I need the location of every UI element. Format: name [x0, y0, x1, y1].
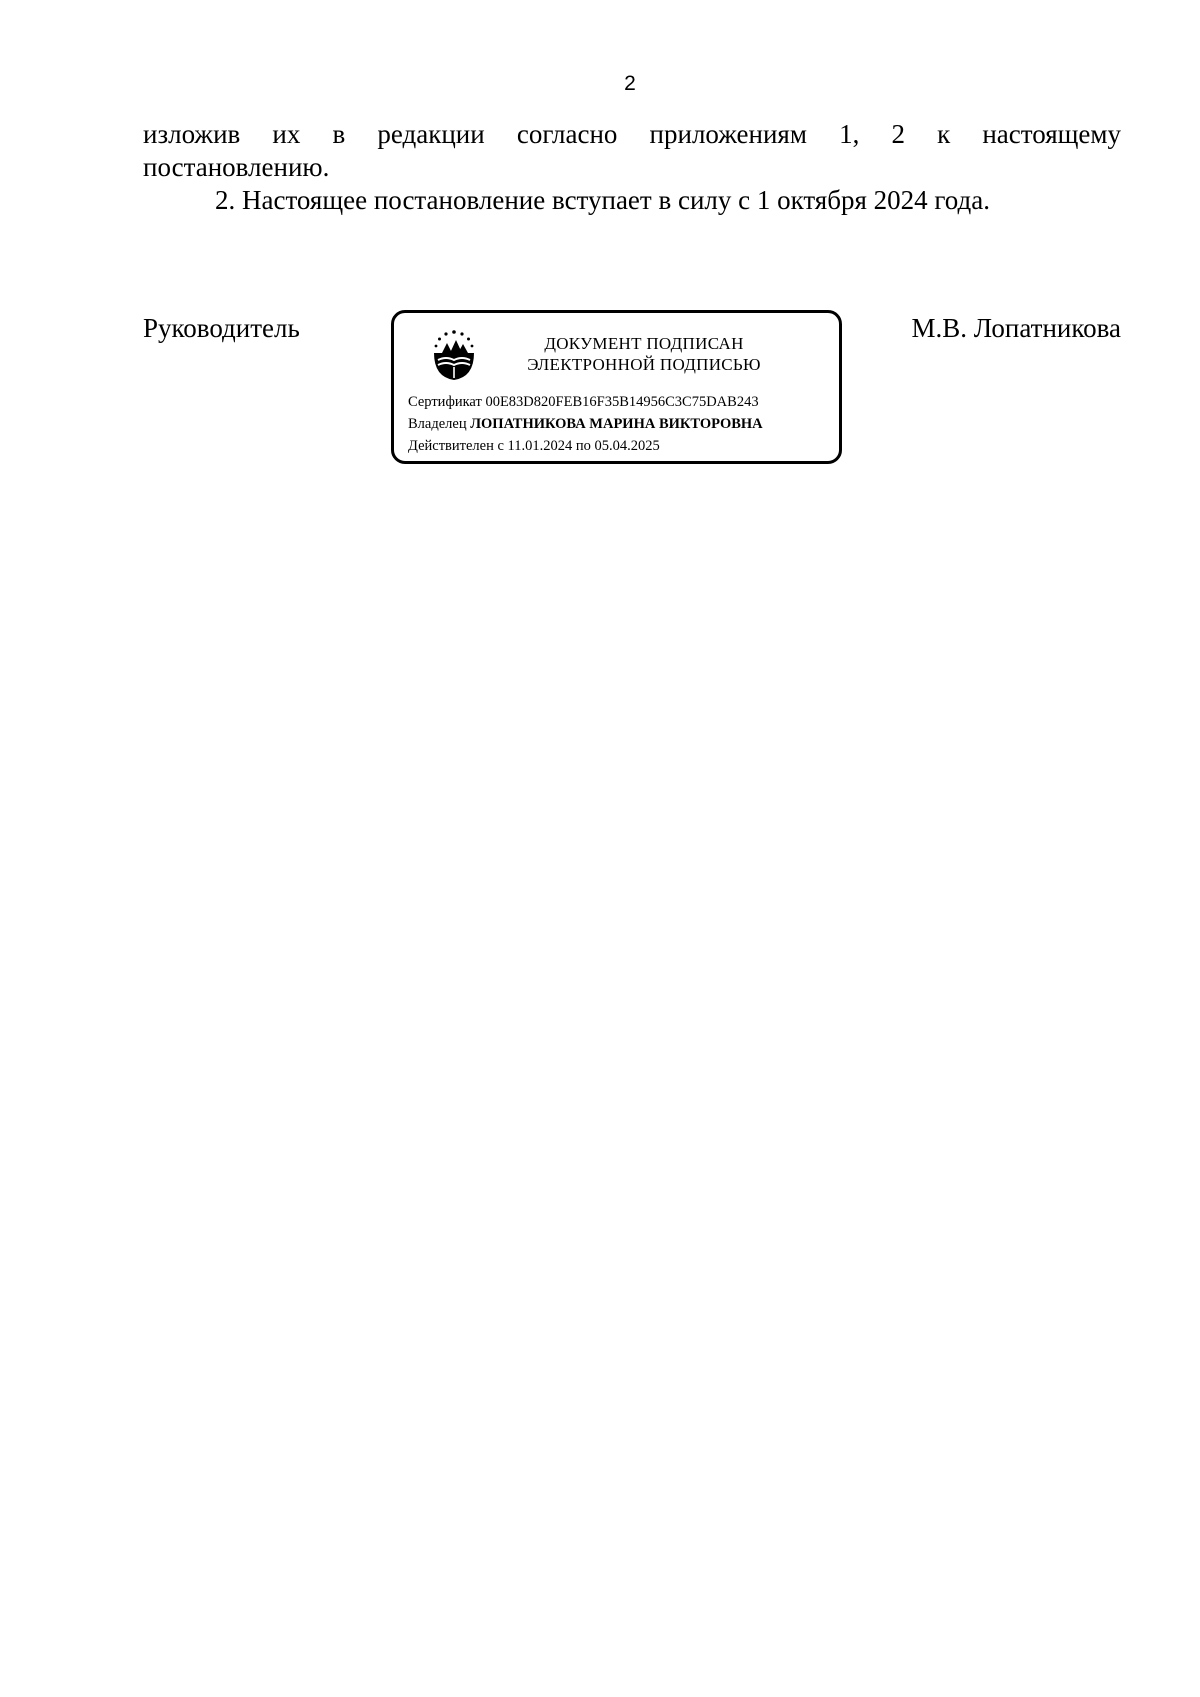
stamp-owner: [408, 415, 763, 433]
valid-label: Действителен с: [408, 438, 504, 454]
paragraph-1-line-2: постановлению.: [143, 152, 330, 182]
page-number: 2: [624, 72, 636, 95]
certificate-label: Сертификат: [408, 394, 482, 410]
signer-name: М.В. Лопатникова: [911, 313, 1121, 343]
signer-position: Руководитель: [143, 313, 300, 343]
valid-to: 05.04.2025: [594, 438, 660, 454]
paragraph-1-line-1: изложив их в редакции согласно приложениям 1, 2 к настоящему: [143, 119, 1121, 149]
certificate-value: 00E83D820FEB16F35B14956C3C75DAB243: [485, 394, 759, 410]
owner-value: ЛОПАТНИКОВА МАРИНА ВИКТОРОВНА: [470, 416, 763, 432]
stamp-title-line-1: ДОКУМЕНТ ПОДПИСАН: [544, 334, 744, 353]
electronic-signature-stamp: [391, 310, 842, 464]
owner-label: Владелец: [408, 416, 467, 432]
stamp-certificate: [408, 393, 759, 411]
valid-from: 11.01.2024: [507, 438, 573, 454]
paragraph-2: 2. Настоящее постановление вступает в силу с 1 октября 2024 года.: [215, 185, 990, 215]
valid-to-label: по: [575, 438, 591, 454]
regional-emblem-icon: [430, 327, 478, 381]
stamp-validity: [408, 437, 660, 455]
stamp-title-line-2: ЭЛЕКТРОННОЙ ПОДПИСЬЮ: [527, 355, 761, 374]
stamp-title: [494, 333, 794, 375]
